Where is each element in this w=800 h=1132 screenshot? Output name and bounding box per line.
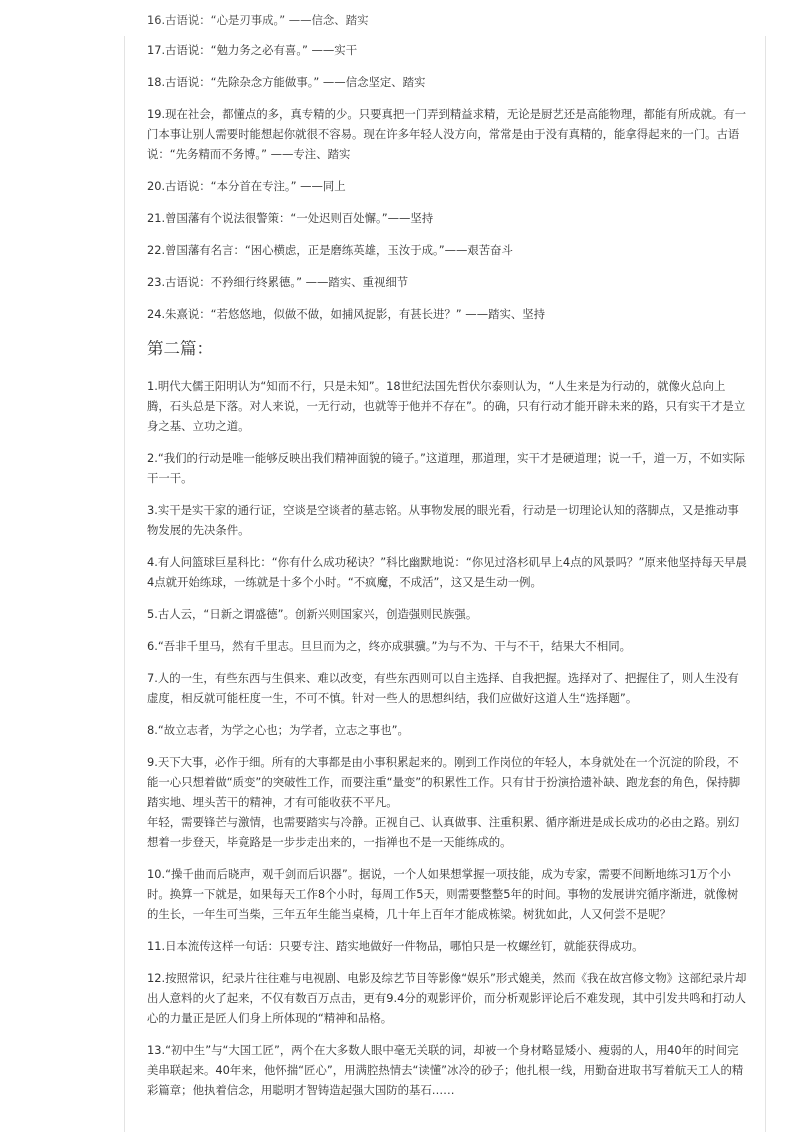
paragraph-s2-6: 6.“吾非千里马，然有千里志。旦旦而为之，终亦成骐骥。”为与不为、干与不干，结果大不相同。 xyxy=(147,639,631,653)
paragraph-s1-17: 17.古语说：“勉力务之必有喜。” ——实干 xyxy=(147,43,358,57)
paragraph-s1-23: 23.古语说：不矜细行终累德。” ——踏实、重视细节 xyxy=(147,275,409,289)
left-margin-rule xyxy=(124,36,125,1132)
paragraph-s2-11: 11.日本流传这样一句话：只要专注、踏实地做好一件物品，哪怕只是一枚螺丝钉，就能获得成功。 xyxy=(147,939,644,953)
right-margin-rule xyxy=(765,36,766,1132)
paragraph-s2-1: 1.明代大儒王阳明认为“知而不行，只是未知”。18世纪法国先哲伏尔泰则认为，“人生来是为行动的，就像火总向上腾，石头总是下落。对人来说，一无行动，也就等于他并不存在”。的确，只有行动才能开辟未来的路，只有实干才是立身之基、立功之道。 xyxy=(147,379,746,433)
paragraph-s2-4: 4.有人问篮球巨星科比：“你有什么成功秘诀？”科比幽默地说：“你见过洛杉矶早上4点的风景吗？”原来他坚持每天早晨4点就开始练球，一练就是十多个小时。“不疯魔，不成活”，这又是生动一例。 xyxy=(147,555,747,589)
paragraph-s2-10: 10.“操千曲而后晓声，观千剑而后识器”。据说，一个人如果想掌握一项技能，成为专家，需要不间断地练习1万个小时。换算一下就是，如果每天工作8个小时，每周工作5天，则需要整整5年的时间。事物的发展讲究循序渐进，就像树的生长，一年生可当柴，三年五年生能当桌椅，几十年上百年才能成栋梁。树犹如此，人又何尝不是呢？ xyxy=(147,867,739,921)
cut-off-top-line: 16.古语说：“心是刃事成。” ——信念、踏实 xyxy=(147,13,369,27)
paragraph-s2-13: 13.“初中生”与“大国工匠”，两个在大多数人眼中毫无关联的词，却被一个身材略显矮小、瘦弱的人，用40年的时间完美串联起来。40年来，他怀揣“匠心”，用满腔热情去“读懂”冰冷的砂子；他扎根一线，用勤奋进取书写着航天工人的精彩篇章；他执着信念，用聪明才智铸造起强大国防的基石…… xyxy=(147,1043,744,1097)
paragraph-s1-24: 24.朱熹说：“若悠悠地，似做不做，如捕风捉影，有甚长进？” ——踏实、坚持 xyxy=(147,307,546,321)
paragraph-s1-18: 18.古语说：“先除杂念方能做事。” ——信念坚定、踏实 xyxy=(147,75,426,89)
paragraph-s2-2: 2.“我们的行动是唯一能够反映出我们精神面貌的镜子。”这道理，那道理，实干才是硬道理；说一千，道一万，不如实际干一干。 xyxy=(147,451,745,485)
paragraph-s2-3: 3.实干是实干家的通行证，空谈是空谈者的墓志铭。从事物发展的眼光看，行动是一切理论认知的落脚点，又是推动事物发展的先决条件。 xyxy=(147,503,739,537)
paragraph-s1-19: 19.现在社会，都懂点的多，真专精的少。只要真把一门弄到精益求精，无论是厨艺还是高能物理，都能有所成就。有一门本事让别人需要时能想起你就很不容易。现在许多年轻人没方向，常常是由于没有真精的，能拿得起来的一门。古语说：“先务精而不务博。” ——专注、踏实 xyxy=(147,107,747,161)
document-content xyxy=(147,0,747,1112)
paragraph-s2-7: 7.人的一生，有些东西与生俱来、难以改变，有些东西则可以自主选择、自我把握。选择对了、把握住了，则人生没有虚度，相反就可能枉度一生，不可不慎。针对一些人的思想纠结，我们应做好这道人生“选择题”。 xyxy=(147,671,739,705)
paragraph-s2-5: 5.古人云，“日新之谓盛德”。创新兴则国家兴，创造强则民族强。 xyxy=(147,607,478,621)
paragraph-s1-22: 22.曾国藩有名言：“困心横虑，正是磨练英雄，玉汝于成。”——艰苦奋斗 xyxy=(147,243,513,257)
paragraph-s2-12: 12.按照常识，纪录片往往难与电视剧、电影及综艺节目等影像“娱乐”形式媲美，然而《我在故宫修文物》这部纪录片却出人意料的火了起来，不仅有数百万点击，更有9.4分的观影评价，而分析观影评论后不难发现，其中引发共鸣和打动人心的力量正是匠人们身上所体现的“精神和品格。 xyxy=(147,971,747,1025)
section-heading-2: 第二篇： xyxy=(147,339,213,358)
paragraph-s1-20: 20.古语说：“本分首在专注。” ——同上 xyxy=(147,179,346,193)
paragraph-s1-21: 21.曾国藩有个说法很警策：“一处迟则百处懈。”——坚持 xyxy=(147,211,434,225)
paragraph-s2-9: 9.天下大事，必作于细。所有的大事都是由小事积累起来的。刚到工作岗位的年轻人，本身就处在一个沉淀的阶段，不能一心只想着做“质变”的突破性工作，而要注重“量变”的积累性工作。只有甘于扮演拾遗补缺、跑龙套的角色，保持脚踏实地、埋头苦干的精神，才有可能收获不平凡。 年轻，需要锋芒与激情，也需要踏实与冷静。正视自己、认真做事、注重积累、循序渐进是成长成功的必由之路。别幻想着一步登天，毕竟路是一步步走出来的，一指禅也不是一天能练成的。 xyxy=(147,755,741,849)
paragraph-s2-8: 8.“故立志者，为学之心也；为学者，立志之事也”。 xyxy=(147,723,409,737)
